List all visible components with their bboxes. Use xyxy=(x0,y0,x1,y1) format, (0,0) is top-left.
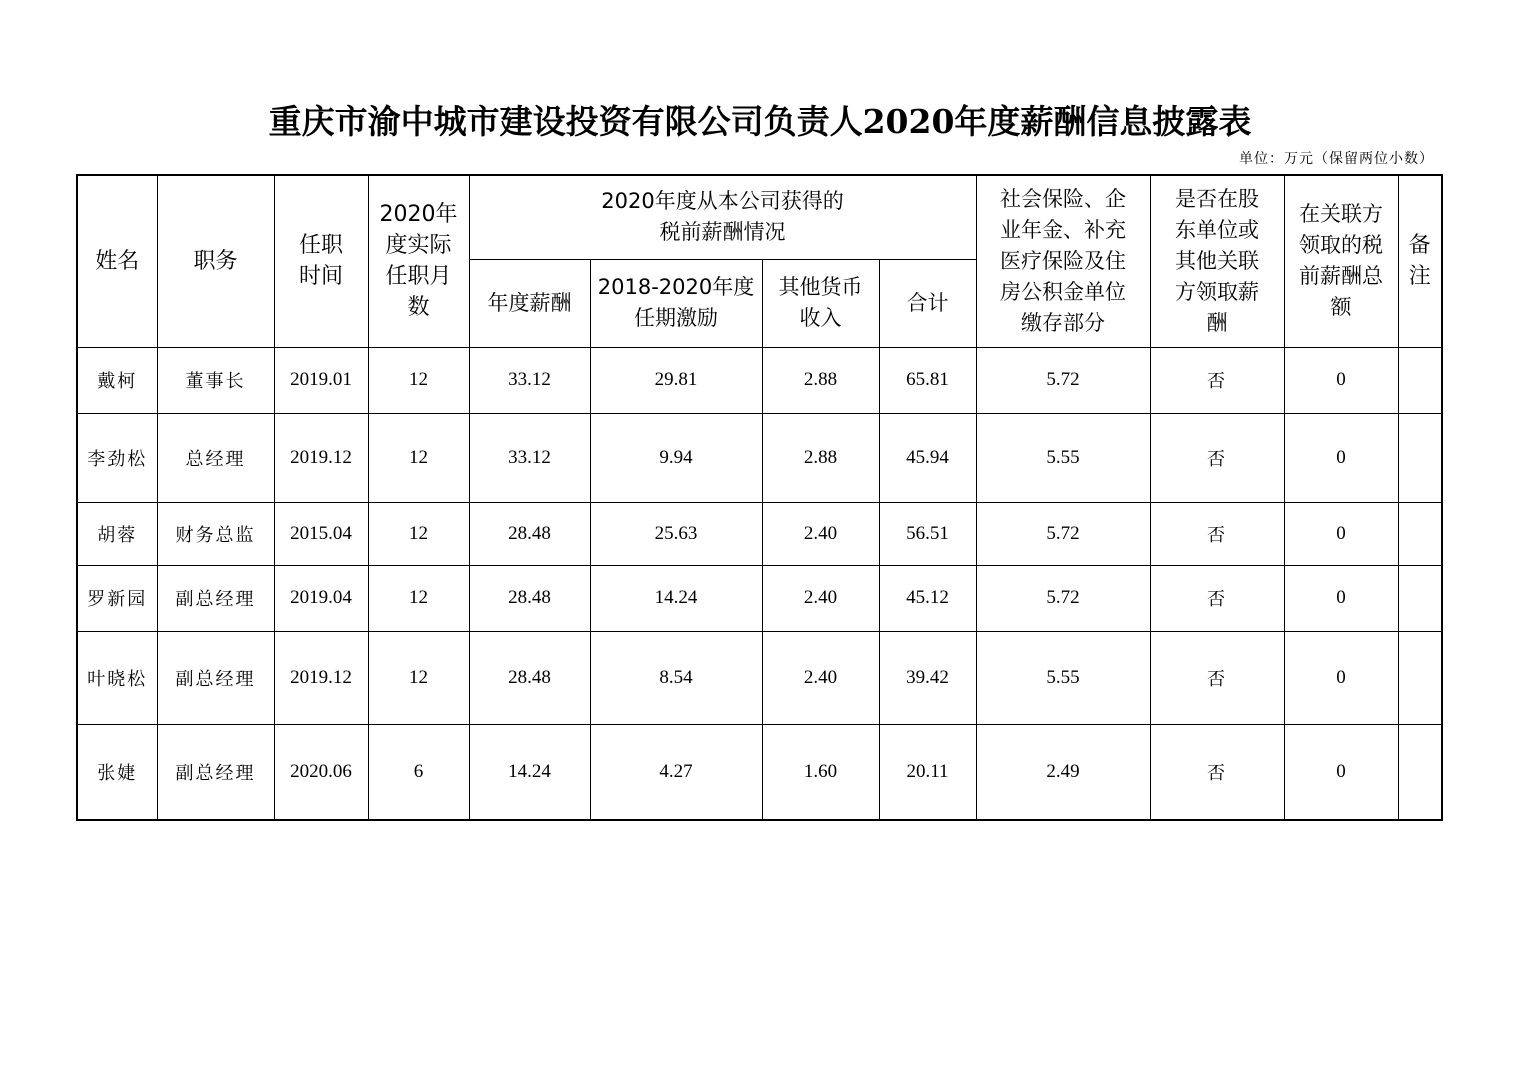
cell-months: 12 xyxy=(368,631,469,724)
cell-shareholder-pay: 否 xyxy=(1150,502,1284,565)
cell-other-income: 2.40 xyxy=(762,631,879,724)
cell-other-income: 2.40 xyxy=(762,565,879,631)
header-position: 职务 xyxy=(157,175,274,347)
cell-incentive: 25.63 xyxy=(590,502,762,565)
cell-annual-salary: 14.24 xyxy=(469,724,590,820)
table-row xyxy=(77,565,1442,631)
cell-total: 45.94 xyxy=(879,413,976,502)
table-row xyxy=(77,347,1442,413)
header-months: 2020年 度实际 任职月 数 xyxy=(368,175,469,347)
table-row xyxy=(77,631,1442,724)
cell-related-total: 0 xyxy=(1284,502,1398,565)
header-social-insurance: 社会保险、企 业年金、补充 医疗保险及住 房公积金单位 缴存部分 xyxy=(976,175,1150,347)
cell-remark xyxy=(1398,502,1442,565)
cell-name: 李劲松 xyxy=(77,413,157,502)
cell-other-income: 2.88 xyxy=(762,413,879,502)
cell-tenure-time: 2019.01 xyxy=(274,347,368,413)
cell-annual-salary: 33.12 xyxy=(469,347,590,413)
cell-tenure-time: 2020.06 xyxy=(274,724,368,820)
cell-months: 12 xyxy=(368,413,469,502)
header-other-income: 其他货币 收入 xyxy=(762,259,879,347)
cell-other-income: 2.40 xyxy=(762,502,879,565)
cell-remark xyxy=(1398,565,1442,631)
cell-months: 6 xyxy=(368,724,469,820)
salary-table xyxy=(76,174,1443,821)
cell-remark xyxy=(1398,347,1442,413)
table-row xyxy=(77,413,1442,502)
cell-incentive: 9.94 xyxy=(590,413,762,502)
table-row xyxy=(77,502,1442,565)
cell-total: 39.42 xyxy=(879,631,976,724)
cell-tenure-time: 2019.12 xyxy=(274,631,368,724)
cell-tenure-time: 2019.04 xyxy=(274,565,368,631)
cell-incentive: 8.54 xyxy=(590,631,762,724)
cell-shareholder-pay: 否 xyxy=(1150,631,1284,724)
cell-related-total: 0 xyxy=(1284,413,1398,502)
cell-annual-salary: 28.48 xyxy=(469,631,590,724)
header-total: 合计 xyxy=(879,259,976,347)
cell-incentive: 4.27 xyxy=(590,724,762,820)
cell-name: 张婕 xyxy=(77,724,157,820)
cell-other-income: 1.60 xyxy=(762,724,879,820)
cell-remark xyxy=(1398,413,1442,502)
page-title: 重庆市渝中城市建设投资有限公司负责人2020年度薪酬信息披露表 xyxy=(268,102,1252,141)
cell-position: 副总经理 xyxy=(157,565,274,631)
cell-related-total: 0 xyxy=(1284,724,1398,820)
header-name: 姓名 xyxy=(77,175,157,347)
cell-months: 12 xyxy=(368,565,469,631)
cell-position: 财务总监 xyxy=(157,502,274,565)
cell-shareholder-pay: 否 xyxy=(1150,565,1284,631)
cell-position: 总经理 xyxy=(157,413,274,502)
cell-social-insurance: 5.72 xyxy=(976,347,1150,413)
cell-annual-salary: 28.48 xyxy=(469,565,590,631)
cell-related-total: 0 xyxy=(1284,631,1398,724)
cell-shareholder-pay: 否 xyxy=(1150,724,1284,820)
table-row xyxy=(77,724,1442,820)
cell-months: 12 xyxy=(368,502,469,565)
cell-position: 董事长 xyxy=(157,347,274,413)
header-shareholder-pay: 是否在股 东单位或 其他关联 方领取薪 酬 xyxy=(1150,175,1284,347)
cell-total: 65.81 xyxy=(879,347,976,413)
cell-related-total: 0 xyxy=(1284,565,1398,631)
header-annual-salary: 年度薪酬 xyxy=(469,259,590,347)
cell-shareholder-pay: 否 xyxy=(1150,347,1284,413)
cell-tenure-time: 2019.12 xyxy=(274,413,368,502)
cell-incentive: 14.24 xyxy=(590,565,762,631)
cell-remark xyxy=(1398,631,1442,724)
cell-name: 叶晓松 xyxy=(77,631,157,724)
header-remarks: 备 注 xyxy=(1398,175,1442,347)
cell-name: 戴柯 xyxy=(77,347,157,413)
unit-note: 单位：万元（保留两位小数） xyxy=(1239,151,1434,167)
cell-tenure-time: 2015.04 xyxy=(274,502,368,565)
cell-annual-salary: 28.48 xyxy=(469,502,590,565)
cell-other-income: 2.88 xyxy=(762,347,879,413)
cell-social-insurance: 5.72 xyxy=(976,502,1150,565)
cell-annual-salary: 33.12 xyxy=(469,413,590,502)
cell-position: 副总经理 xyxy=(157,724,274,820)
cell-months: 12 xyxy=(368,347,469,413)
header-tenure-time: 任职 时间 xyxy=(274,175,368,347)
cell-name: 罗新园 xyxy=(77,565,157,631)
cell-related-total: 0 xyxy=(1284,347,1398,413)
cell-total: 56.51 xyxy=(879,502,976,565)
cell-social-insurance: 5.55 xyxy=(976,631,1150,724)
cell-social-insurance: 5.55 xyxy=(976,413,1150,502)
cell-shareholder-pay: 否 xyxy=(1150,413,1284,502)
cell-name: 胡蓉 xyxy=(77,502,157,565)
header-salary-group: 2020年度从本公司获得的 税前薪酬情况 xyxy=(469,175,976,259)
cell-social-insurance: 2.49 xyxy=(976,724,1150,820)
cell-total: 45.12 xyxy=(879,565,976,631)
cell-remark xyxy=(1398,724,1442,820)
header-related-total: 在关联方 领取的税 前薪酬总 额 xyxy=(1284,175,1398,347)
cell-incentive: 29.81 xyxy=(590,347,762,413)
cell-total: 20.11 xyxy=(879,724,976,820)
cell-position: 副总经理 xyxy=(157,631,274,724)
cell-social-insurance: 5.72 xyxy=(976,565,1150,631)
header-incentive: 2018-2020年度 任期激励 xyxy=(590,259,762,347)
